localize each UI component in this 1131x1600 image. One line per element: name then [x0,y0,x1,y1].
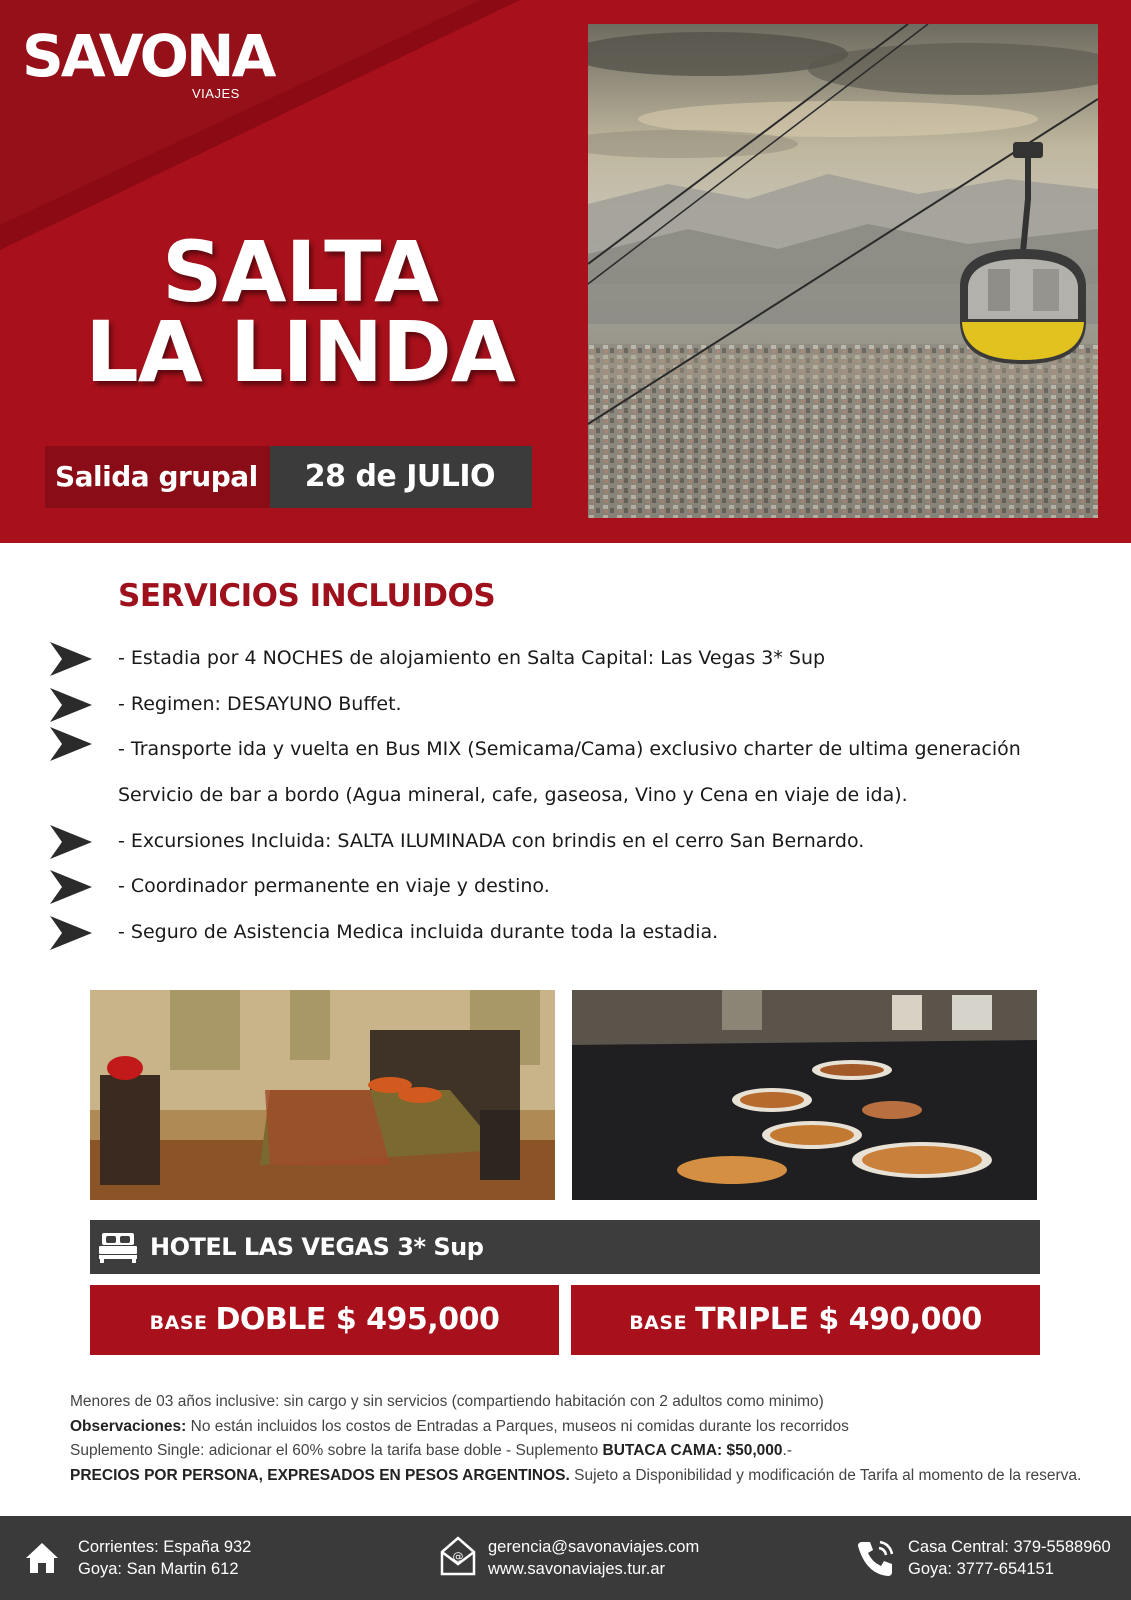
service-item: - Seguro de Asistencia Medica incluida durante toda la estadia. [118,921,719,943]
bed-icon [98,1231,138,1263]
note-prices [70,1464,1081,1489]
mail-icon [440,1536,476,1576]
service-item: - Transporte ida y vuelta en Bus MIX (Semicama/Cama) exclusivo charter de ultima generación [118,738,1021,760]
header-banner [0,0,1131,543]
footer-contact-online [488,1536,699,1580]
price-double-box [90,1285,559,1355]
hotel-room-photo [90,990,555,1200]
departure-label: Salida grupal [45,446,270,508]
destination-title [50,223,550,401]
arrow-bullet-icon [50,870,92,904]
note-supplement-bold: BUTACA CAMA: $50,000 [602,1442,783,1459]
svg-text:@: @ [452,1550,464,1563]
note-supplement-text: Suplemento Single: adicionar el 60% sobre la tarifa base doble - Suplemento [70,1442,603,1459]
price-base-label: BASE [149,1312,208,1334]
service-item: - Estadia por 4 NOCHES de alojamiento en Salta Capital: Las Vegas 3* Sup [118,647,826,669]
service-item: - Excursiones Incluida: SALTA ILUMINADA con brindis en el cerro San Bernardo. [118,830,865,852]
note-children: Menores de 03 años inclusive: sin cargo y sin servicios (compartiendo habitación con 2 adultos como minimo) [70,1393,824,1410]
hotel-name-bar [90,1220,1040,1274]
address-goya: Goya: San Martin 612 [78,1560,239,1578]
footer [0,1516,1131,1600]
footer-addresses [78,1536,251,1580]
price-triple-value: TRIPLE $ 490,000 [695,1302,982,1337]
arrow-bullet-icon [50,916,92,950]
notes-section [70,1390,1081,1488]
arrow-bullet-icon [50,688,92,722]
services-title: SERVICIOS INCLUIDOS [118,578,496,614]
price-base-label: BASE [629,1312,688,1334]
service-item: - Regimen: DESAYUNO Buffet. [118,693,402,715]
note-observations [70,1415,1081,1440]
service-item-continued: Servicio de bar a bordo (Agua mineral, cafe, gaseosa, Vino y Cena en viaje de ida). [118,784,908,806]
price-triple-box [571,1285,1040,1355]
note-supplement-end: .- [782,1442,792,1459]
arrow-bullet-icon [50,642,92,676]
service-item: - Coordinador permanente en viaje y destino. [118,875,550,897]
logo-wordmark: SAVONA [22,22,274,90]
price-double-value: DOBLE $ 495,000 [215,1302,500,1337]
title-line-1: SALTA [162,223,438,321]
title-line-2: LA LINDA [85,303,515,401]
note-prices-text: Sujeto a Disponibilidad y modificación de Tarifa al momento de la reserva. [569,1466,1082,1484]
note-observations-label: Observaciones: [70,1417,187,1435]
savona-logo [22,22,274,101]
home-icon [24,1541,60,1575]
hotel-name: HOTEL LAS VEGAS 3* Sup [150,1233,484,1261]
breakfast-buffet-photo [572,990,1037,1200]
footer-phones [908,1536,1111,1580]
departure-banner [45,446,532,508]
arrow-bullet-icon [50,727,92,761]
note-observations-text: No están incluidos los costos de Entradas a Parques, museos ni comidas durante los recorridos [186,1417,849,1435]
footer-email[interactable]: gerencia@savonaviajes.com [488,1538,700,1556]
departure-date: 28 de JULIO [270,446,532,508]
address-corrientes: Corrientes: España 932 [78,1538,252,1556]
footer-website[interactable]: www.savonaviajes.tur.ar [488,1560,665,1578]
note-supplement [70,1439,1081,1464]
phone-icon [856,1538,896,1578]
note-prices-bold: PRECIOS POR PERSONA, EXPRESADOS EN PESOS ARGENTINOS. [70,1466,570,1484]
phone-goya[interactable]: Goya: 3777-654151 [908,1560,1054,1578]
cable-car-photo [588,24,1098,518]
phone-main[interactable]: Casa Central: 379-5588960 [908,1538,1111,1556]
logo-tagline: VIAJES [192,86,240,101]
arrow-bullet-icon [50,825,92,859]
